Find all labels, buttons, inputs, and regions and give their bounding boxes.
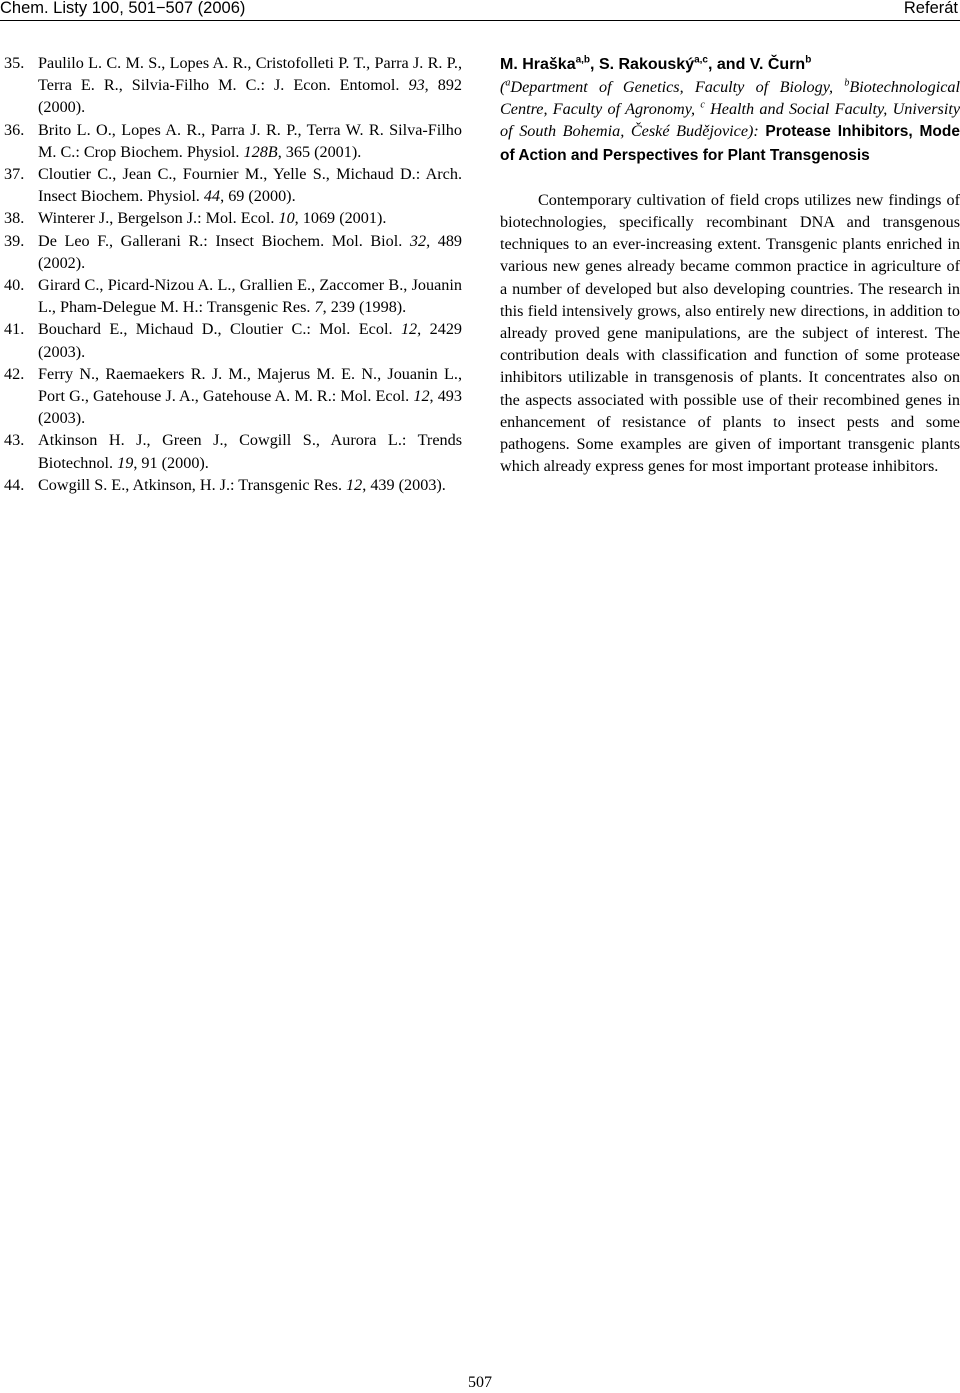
header-rule [0,20,960,21]
reference-item [4,163,462,207]
affiliation-open-paren: ( [500,78,506,96]
author-name: , S. Rakouský [590,56,695,73]
reference-authors: Cowgill S. E., Atkinson, H. J.: Transgenic Res. [38,475,342,494]
reference-authors: Paulilo L. C. M. S., Lopes A. R., Cristofolleti P. T., Parra J. R. P., Terra E. R., Silvia-Filho M. C.: J. Econ. Entomol. [38,54,462,95]
reference-item [4,119,462,163]
author-line [500,54,960,76]
reference-number: 44. [4,475,25,494]
reference-pages: , 2429 (2003). [38,320,463,361]
reference-volume: 12 [400,320,418,339]
reference-item [4,274,462,318]
reference-pages: , 239 (1998). [322,298,407,317]
affiliation-text: Department of Genetics, Faculty of Biology, [510,78,845,96]
reference-item [4,52,462,119]
page-header [0,0,960,20]
reference-number: 41. [4,320,25,339]
reference-item [4,207,462,229]
abstract-body: Contemporary cultivation of field crops utilizes new findings of biotechnologies, specifically recombinant DNA and transgenous techniques to an ever-increasing extent. Transgenic plants enriched in various new genes already became common practice in agriculture of a number of developed but also developing countries. The research in this field intensively grows, also entirely new directions, in addition to already proved gene manipulations, are the subject of interest. The contribution deals with classification and function of some protease inhibitors utilizable in transgenosis of plants. It concentrates also on the aspects associated with possible use of their recombined genes in enhancement of resistance of plants to insect pests and some pathogens. Some examples are given of important transgenic plants which already express genes for most important protease inhibitors. [500,190,960,476]
author-name: , and V. Čurn [708,56,806,73]
page-number: 507 [468,1374,492,1391]
reference-pages: , 365 (2001). [277,142,362,161]
reference-item [4,318,463,362]
reference-number: 42. [4,364,25,383]
author-name: M. Hraška [500,56,576,73]
reference-volume: 10 [278,209,295,228]
reference-pages: , 439 (2003). [362,475,446,494]
section-label: Referát [903,0,958,17]
reference-volume: 44 [203,187,221,206]
affiliation-mark: c [700,99,705,111]
english-abstract [500,54,960,477]
reference-volume: 7 [314,298,323,317]
affiliation-mark: b [844,77,850,89]
reference-pages: , 489 (2002). [38,231,463,272]
reference-volume: 128B [243,142,278,161]
author-affiliation-mark: a,b [575,54,591,66]
reference-authors: Bouchard E., Michaud D., Cloutier C.: Mol. Ecol. [38,320,393,339]
reference-pages: , 1069 (2001). [294,209,387,228]
reference-volume: 12 [413,387,430,406]
article-title: Protease Inhibitors, Mode of Action and Perspectives for Plant Transgenosis [500,123,960,164]
reference-volume: 93 [408,76,425,95]
reference-number: 38. [4,209,25,228]
reference-volume: 12 [346,475,363,494]
affiliation-mark: a [505,77,511,89]
reference-pages: , 91 (2000). [133,453,209,472]
affiliation-text: Health and Social Faculty, University of South Bohemia, České Budějovice): [500,100,960,141]
reference-pages: , 892 (2000). [38,76,462,117]
affiliation-and-title [500,76,960,167]
reference-authors: Girard C., Picard-Nizou A. L., Grallien E., Zaccomer B., Jouanin L., Pham-Delegue M. H.: Transgenic Res. [38,276,462,317]
reference-list [4,52,463,496]
reference-number: 43. [4,431,25,450]
reference-pages: , 493 (2003). [38,387,462,428]
reference-number: 39. [4,231,25,250]
reference-number: 40. [4,276,25,295]
reference-authors: De Leo F., Gallerani R.: Insect Biochem. Mol. Biol. [38,231,403,250]
reference-authors: Cloutier C., Jean C., Fournier M., Yelle S., Michaud D.: Arch. Insect Biochem. Physiol. [38,165,462,206]
reference-volume: 32 [409,231,427,250]
reference-authors: Ferry N., Raemaekers R. J. M., Majerus M. E. N., Jouanin L., Port G., Gatehouse J. A., Gatehouse A. M. R.: Mol. Ecol. [38,364,462,406]
reference-authors: Atkinson H. J., Green J., Cowgill S., Aurora L.: Trends Biotechnol. [38,431,462,472]
reference-item [4,363,462,430]
reference-volume: 19 [117,453,134,472]
reference-item [4,230,463,274]
reference-authors: Brito L. O., Lopes A. R., Parra J. R. P., Terra W. R. Silva-Filho M. C.: Crop Biochem. Physiol. [38,120,462,161]
reference-authors: Winterer J., Bergelson J.: Mol. Ecol. [38,209,275,228]
reference-item [4,429,462,473]
reference-item [4,474,462,496]
journal-citation: Chem. Listy 100, 501−507 (2006) [0,0,246,17]
reference-number: 37. [4,165,25,184]
author-affiliation-mark: a,c [694,54,708,66]
reference-number: 35. [4,54,25,72]
reference-pages: , 69 (2000). [220,187,296,206]
author-affiliation-mark: b [805,54,812,66]
reference-number: 36. [4,120,25,139]
affiliation-text: Biotechnological Centre, Faculty of Agronomy, [500,78,960,119]
